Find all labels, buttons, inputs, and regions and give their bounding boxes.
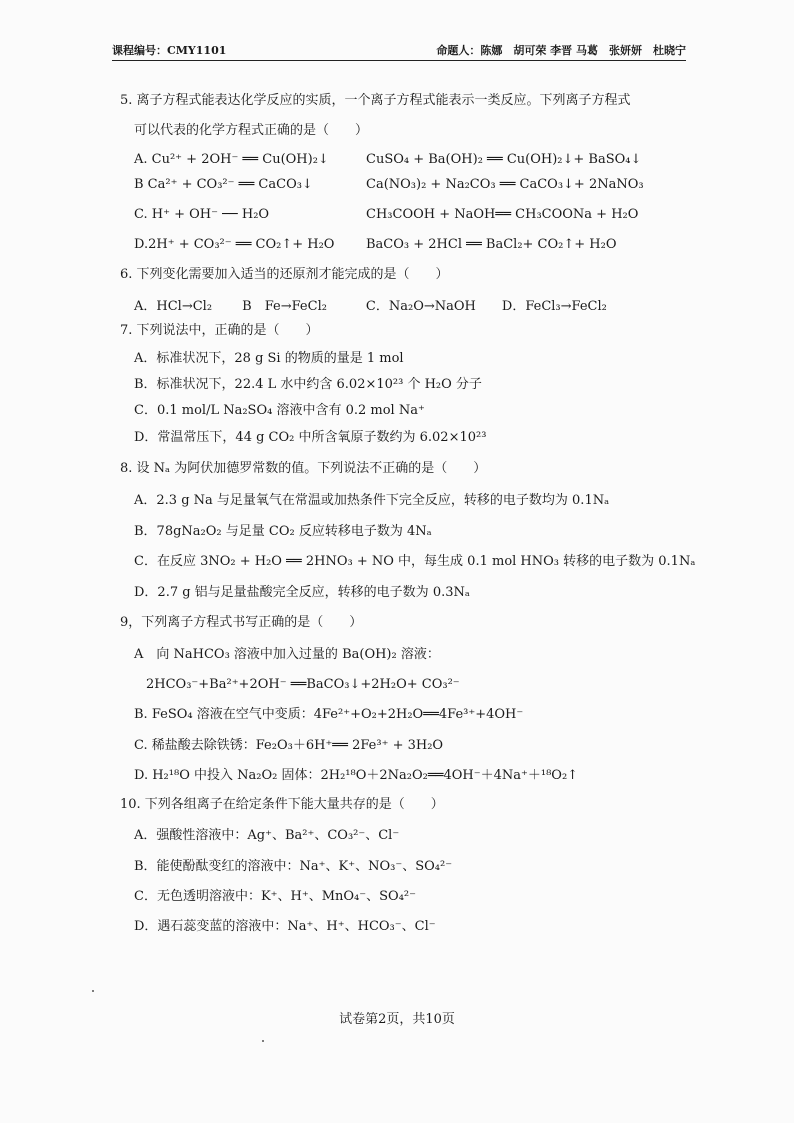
q5-option-b-eq: Ca(NO₃)₂ + Na₂CO₃ ══ CaCO₃↓+ 2NaNO₃: [366, 177, 644, 192]
q7-option-d: D．常温常压下，44 g CO₂ 中所含氧原子数约为 6.02×10²³: [134, 430, 487, 445]
q8-option-d: D．2.7 g 铝与足量盐酸完全反应，转移的电子数为 0.3Nₐ: [134, 585, 470, 600]
q9-stem: 9，下列离子方程式书写正确的是（ ）: [120, 615, 363, 630]
q9-option-c: C. 稀盐酸去除铁锈：Fe₂O₃＋6H⁺══ 2Fe³⁺ + 3H₂O: [134, 738, 444, 753]
q7-option-a: A．标准状况下，28 g Si 的物质的量是 1 mol: [134, 351, 404, 366]
q5-option-d-eq: BaCO₃ + 2HCl ══ BaCl₂+ CO₂↑+ H₂O: [366, 237, 617, 252]
q5-option-c-ion: C. H⁺ + OH⁻ ── H₂O: [134, 207, 270, 222]
scan-speck: [92, 990, 94, 992]
q7-option-b: B．标准状况下，22.4 L 水中约含 6.02×10²³ 个 H₂O 分子: [134, 377, 482, 392]
q8-stem: 8. 设 Nₐ 为阿伏加德罗常数的值。下列说法不正确的是（ ）: [120, 461, 487, 476]
course-code: 课程编号：CMY1101: [112, 44, 227, 57]
q5-option-b-ion: B Ca²⁺ + CO₃²⁻ ══ CaCO₃↓: [134, 177, 313, 192]
q9-option-b: B. FeSO₄ 溶液在空气中变质：4Fe²⁺+O₂+2H₂O══4Fe³⁺+4OH⁻: [134, 707, 524, 722]
q10-option-c: C．无色透明溶液中：K⁺、H⁺、MnO₄⁻、SO₄²⁻: [134, 889, 416, 904]
q10-option-d: D．遇石蕊变蓝的溶液中：Na⁺、H⁺、HCO₃⁻、Cl⁻: [134, 919, 436, 934]
q6-stem: 6. 下列变化需要加入适当的还原剂才能完成的是（ ）: [120, 267, 449, 282]
q9-option-a-line1: A 向 NaHCO₃ 溶液中加入过量的 Ba(OH)₂ 溶液：: [134, 647, 440, 662]
authors: 命题人：陈娜 胡可荣 李晋 马葛 张妍妍 杜晓宁: [436, 44, 686, 57]
q10-option-a: A．强酸性溶液中：Ag⁺、Ba²⁺、CO₃²⁻、Cl⁻: [134, 828, 400, 843]
q8-option-a: A．2.3 g Na 与足量氧气在常温或加热条件下完全反应，转移的电子数均为 0.1Nₐ: [134, 493, 610, 508]
page-header: [112, 40, 686, 61]
q5-option-a-ion: A. Cu²⁺ + 2OH⁻ ══ Cu(OH)₂↓: [134, 152, 329, 167]
q5-option-c-eq: CH₃COOH + NaOH══ CH₃COONa + H₂O: [366, 207, 639, 222]
q10-stem: 10. 下列各组离子在给定条件下能大量共存的是（ ）: [120, 797, 444, 812]
q10-option-b: B．能使酚酞变红的溶液中：Na⁺、K⁺、NO₃⁻、SO₄²⁻: [134, 859, 453, 874]
q7-option-c: C．0.1 mol/L Na₂SO₄ 溶液中含有 0.2 mol Na⁺: [134, 403, 425, 418]
q8-option-b: B．78gNa₂O₂ 与足量 CO₂ 反应转移电子数为 4Nₐ: [134, 524, 432, 539]
q5-option-d-ion: D.2H⁺ + CO₃²⁻ ══ CO₂↑+ H₂O: [134, 237, 335, 252]
q7-stem: 7. 下列说法中，正确的是（ ）: [120, 323, 319, 338]
page-footer: 试卷第2页，共10页: [339, 1012, 455, 1027]
q9-option-d: D. H₂¹⁸O 中投入 Na₂O₂ 固体：2H₂¹⁸O＋2Na₂O₂══4OH⁻＋4Na⁺＋¹⁸O₂↑: [134, 768, 579, 783]
q5-option-a-eq: CuSO₄ + Ba(OH)₂ ══ Cu(OH)₂↓+ BaSO₄↓: [366, 152, 642, 167]
q9-option-a-line2: 2HCO₃⁻+Ba²⁺+2OH⁻ ══BaCO₃↓+2H₂O+ CO₃²⁻: [146, 677, 460, 692]
scan-speck: [262, 1040, 264, 1042]
q8-option-c: C．在反应 3NO₂ + H₂O ══ 2HNO₃ + NO 中，每生成 0.1 mol HNO₃ 转移的电子数为 0.1Nₐ: [134, 554, 696, 569]
q5-stem-line1: 5. 离子方程式能表达化学反应的实质，一个离子方程式能表示一类反应。下列离子方程式: [120, 93, 631, 108]
q6-options: A．HCl→Cl₂ B Fe→FeCl₂ C．Na₂O→NaOH D．FeCl₃→FeCl₂: [134, 299, 607, 314]
q5-stem-line2: 可以代表的化学方程式正确的是（ ）: [134, 123, 369, 138]
